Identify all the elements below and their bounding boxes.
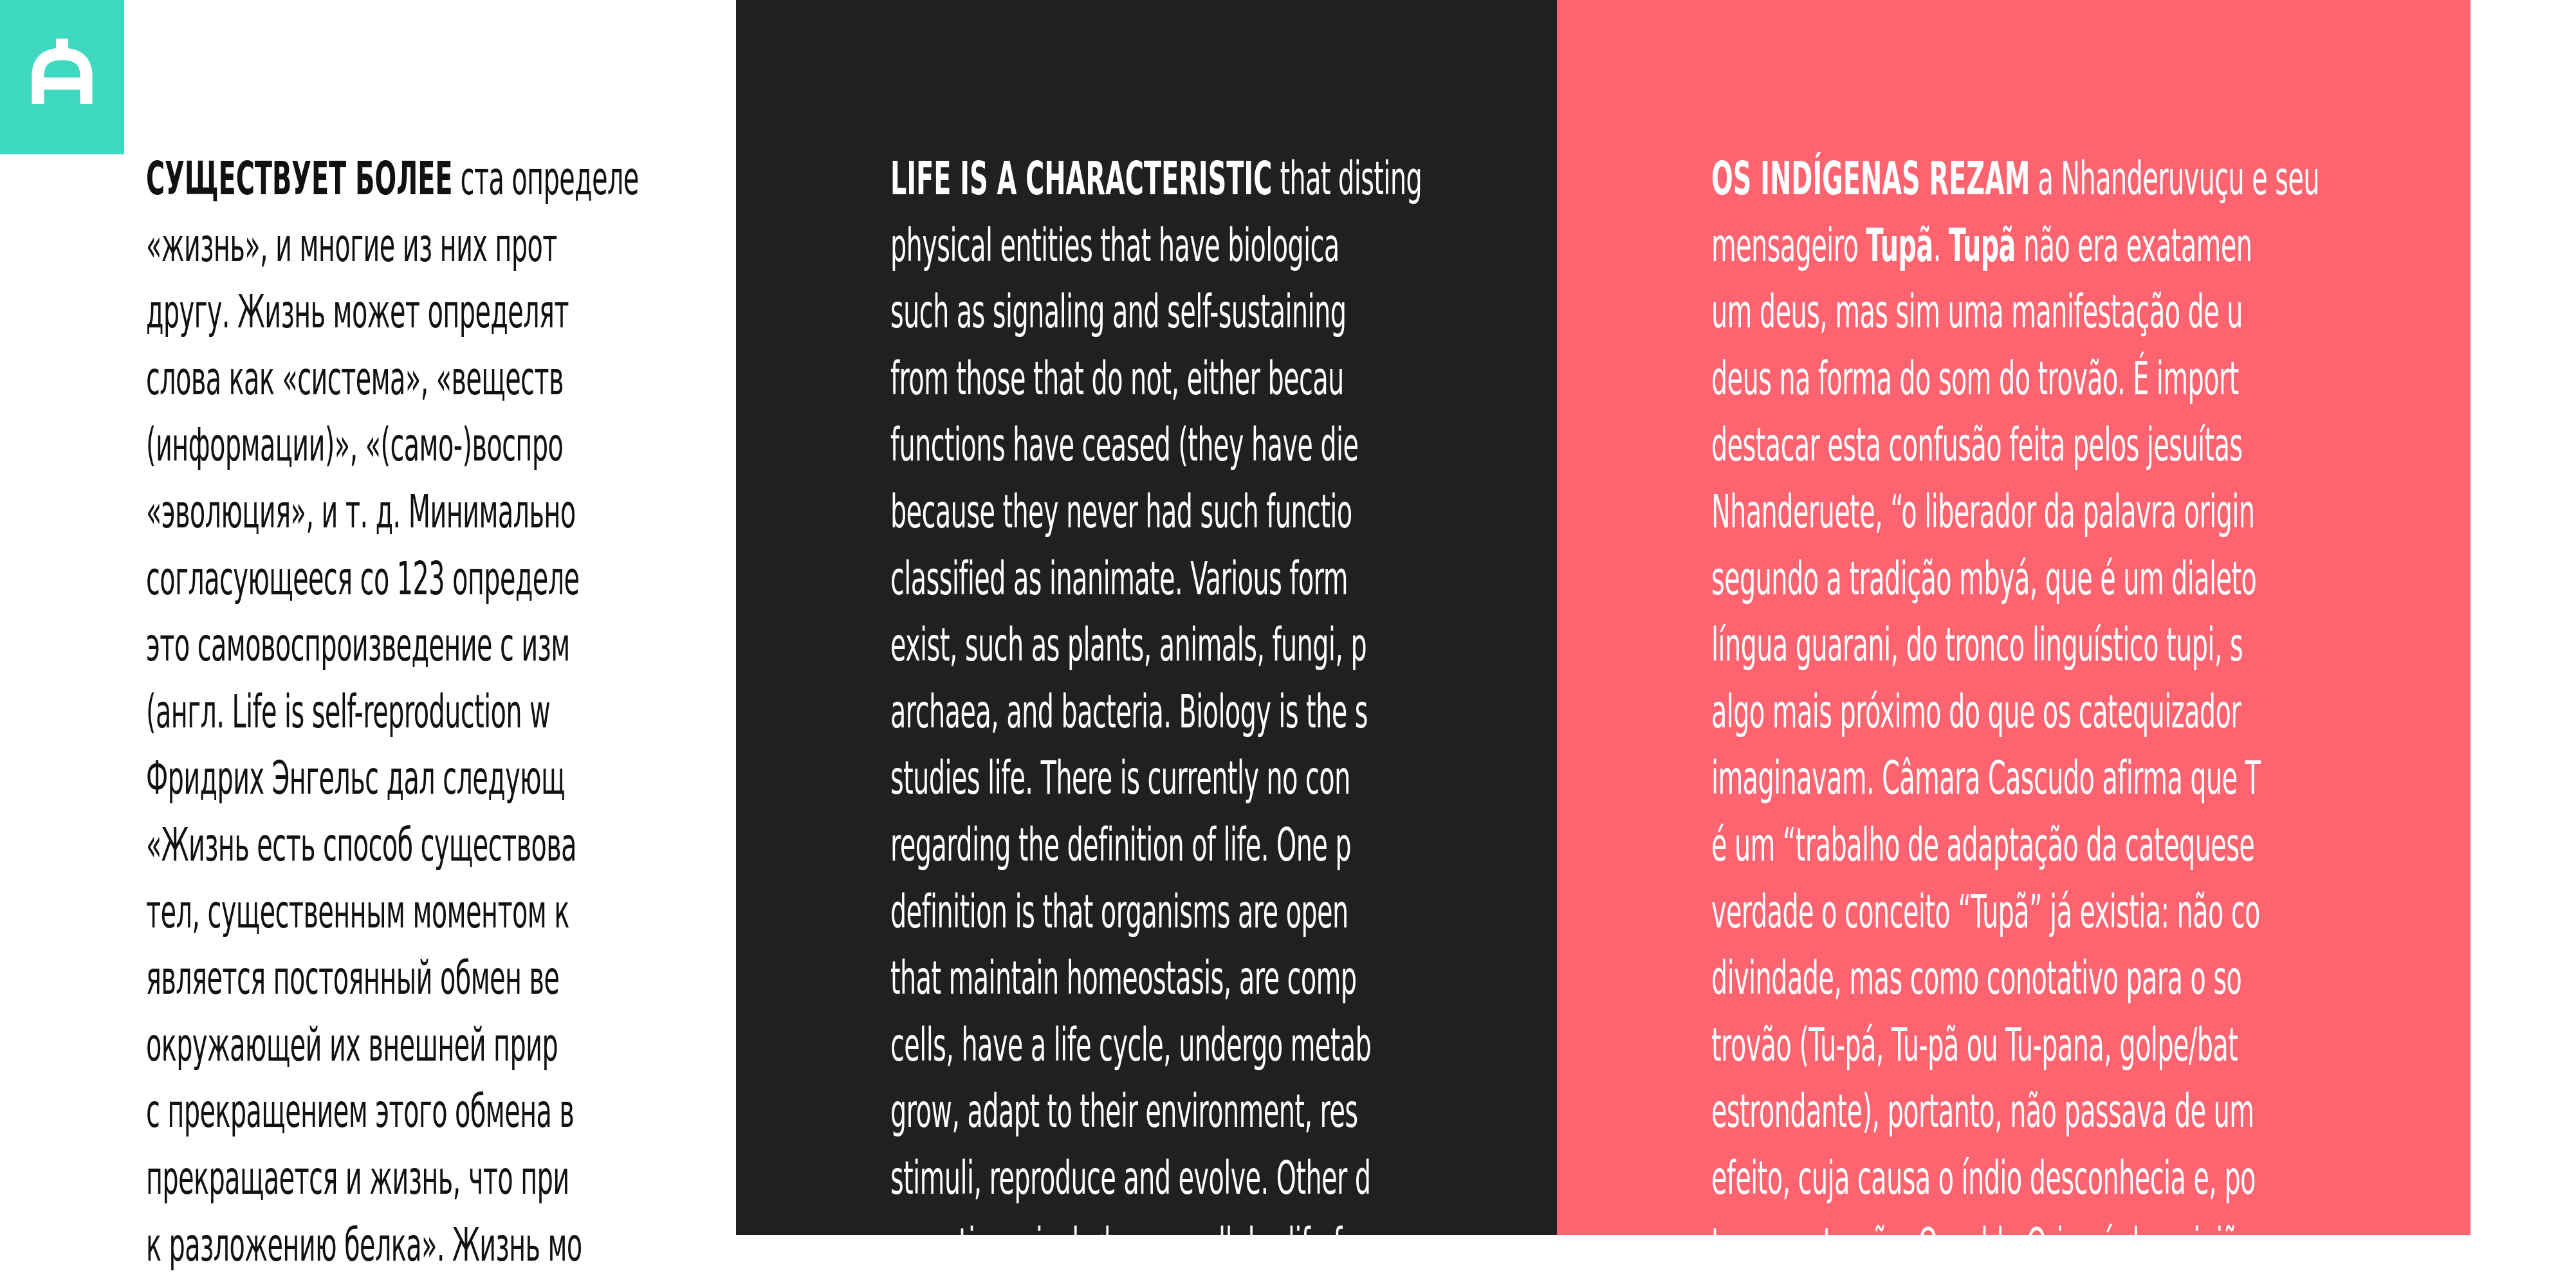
text-line: «Жизнь есть способ существова: [146, 812, 1011, 879]
lead-continuation: a Nhanderuvuçu e seu: [2030, 152, 2319, 205]
text-line: destacar esta confusão feita pelos jesuítas: [1711, 412, 2576, 479]
text-line: from those that do not, either becau: [890, 345, 1755, 412]
text-line: studies life. There is currently no con: [890, 745, 1755, 812]
text-line: (англ. Life is self-reproduction w: [146, 679, 1011, 745]
text-line: слова как «система», «веществ: [146, 345, 1011, 412]
text-line: trovão (Tu-pá, Tu-pã ou Tu-pana, golpe/bat: [1711, 1012, 2576, 1079]
panel-russian: [0, 0, 736, 1235]
text-line: другу. Жизнь может определят: [146, 278, 1011, 345]
text-line: (информации)», «(само-)воспро: [146, 412, 1011, 479]
emphasis-word: Tupã: [1949, 219, 2016, 272]
text-line: это самовоспроизведение с изм: [146, 612, 1011, 679]
text-line: к разложению белка». Жизнь мо: [146, 1212, 1011, 1278]
portuguese-text: [1711, 145, 2576, 1278]
line-text: .: [1933, 219, 1949, 272]
text-line: cells, have a life cycle, undergo metab: [890, 1012, 1755, 1079]
line-text: não era exatamen: [2016, 219, 2252, 272]
text-line: definition is that organisms are open: [890, 879, 1755, 945]
lead-continuation: ста определе: [453, 152, 639, 205]
text-line: that maintain homeostasis, are comp: [890, 945, 1755, 1012]
text-line: such as signaling and self-sustaining: [890, 278, 1755, 345]
text-line: прекращается и жизнь, что при: [146, 1145, 1011, 1212]
lead-words: LIFE IS A CHARACTERISTIC: [890, 152, 1272, 205]
text-line: língua guarani, do tronco linguístico tupi, s: [1711, 612, 2576, 679]
lead-words: OS INDÍGENAS REZAM: [1711, 152, 2030, 205]
text-line: temeu o trovão. Osvaldo Orico é da opiniã: [1711, 1212, 2576, 1278]
panel-portuguese: [1557, 0, 2470, 1235]
line-text: mensageiro: [1711, 219, 1866, 272]
text-line: Nhanderuete, “o liberador da palavra origin: [1711, 479, 2576, 545]
text-line: because they never had such functio: [890, 479, 1755, 545]
text-line: [1711, 145, 2576, 212]
text-line: «жизнь», и многие из них прот: [146, 212, 1011, 279]
text-line: является постоянный обмен ве: [146, 945, 1011, 1012]
text-line: functions have ceased (they have die: [890, 412, 1755, 479]
text-line: окружающей их внешней прир: [146, 1012, 1011, 1079]
text-line: exist, such as plants, animals, fungi, p: [890, 612, 1755, 679]
text-line: verdade o conceito “Tupã” já existia: não co: [1711, 879, 2576, 945]
text-line: segundo a tradição mbyá, que é um dialeto: [1711, 545, 2576, 612]
text-line: divindade, mas como conotativo para o so: [1711, 945, 2576, 1012]
lead-continuation: that disting: [1272, 152, 1422, 205]
text-line: classified as inanimate. Various form: [890, 545, 1755, 612]
letter-a-icon: [0, 0, 124, 154]
panel-english: [736, 0, 1557, 1235]
brand-logo: [0, 0, 124, 154]
text-line: regarding the definition of life. One p: [890, 812, 1755, 879]
text-line: efeito, cuja causa o índio desconhecia e, po: [1711, 1145, 2576, 1212]
text-line: grow, adapt to their environment, res: [890, 1078, 1755, 1145]
text-line: é um “trabalho de adaptação da catequese: [1711, 812, 2576, 879]
lead-words: СУЩЕСТВУЕТ БОЛЕЕ: [146, 152, 453, 205]
text-line: physical entities that have biologica: [890, 212, 1755, 279]
text-line: um deus, mas sim uma manifestação de u: [1711, 278, 2576, 345]
text-line: imaginavam. Câmara Cascudo afirma que T: [1711, 745, 2576, 812]
text-line: «эволюция», и т. д. Минимальнo: [146, 479, 1011, 545]
text-line: deus na forma do som do trovão. É import: [1711, 345, 2576, 412]
emphasis-word: Tupã: [1866, 219, 1933, 272]
text-line: Фридрих Энгельс дал следующ: [146, 745, 1011, 812]
text-line: archaea, and bacteria. Biology is the s: [890, 679, 1755, 745]
text-line: тел, существенным моментом к: [146, 879, 1011, 945]
text-line: estrondante), portanto, não passava de um: [1711, 1078, 2576, 1145]
text-line: algo mais próximo do que os catequizador: [1711, 679, 2576, 745]
text-line: с прекращением этого обмена в: [146, 1078, 1011, 1145]
text-line: согласующееся со 123 определе: [146, 545, 1011, 612]
text-line: sometimes include non-cellular life f: [890, 1212, 1755, 1278]
text-line: [1711, 212, 2576, 279]
text-line: stimuli, reproduce and evolve. Other d: [890, 1145, 1755, 1212]
